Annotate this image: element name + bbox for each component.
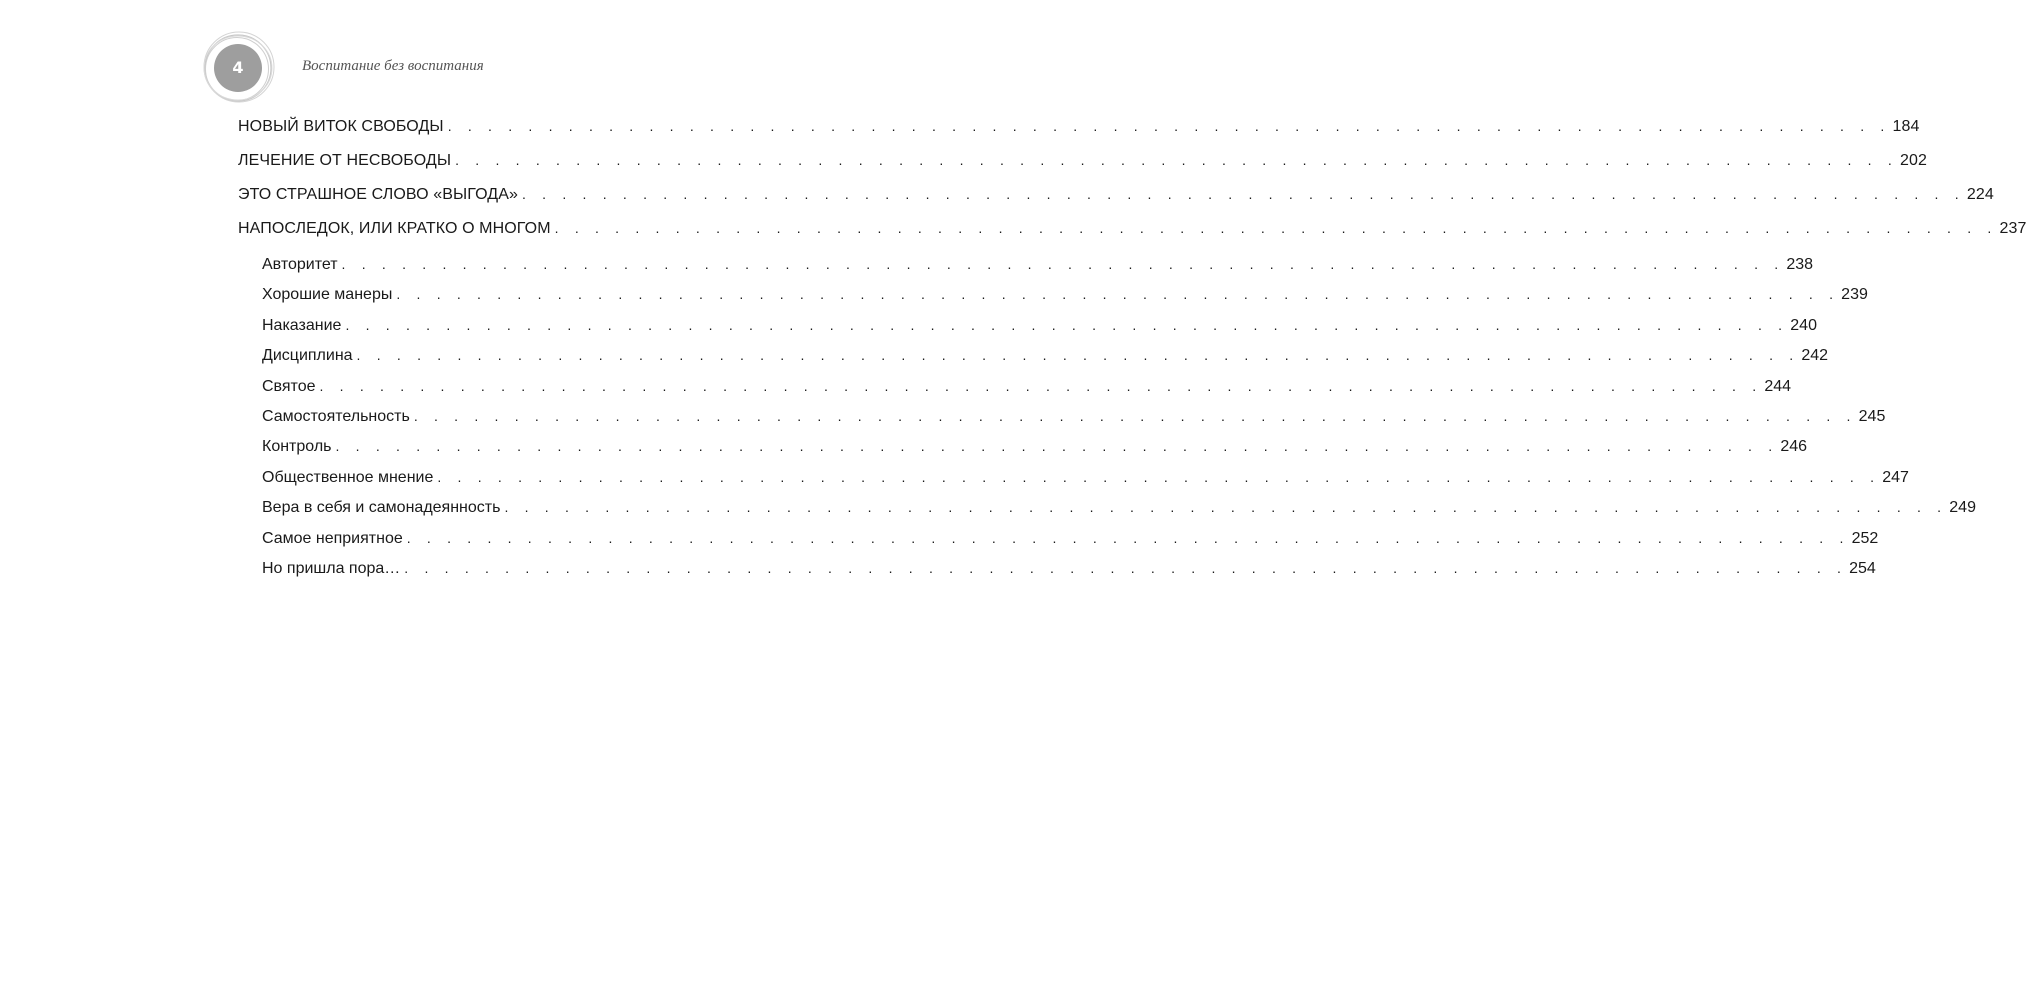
dot-leader: . . . . . . . . . . . . . . . . . . . . . . . . . . . . . . . . . . . . . . . . . . . . . . . . . . . . . . . . . . . . . . . . . . . . . . . . <box>447 118 1891 134</box>
dot-leader: . . . . . . . . . . . . . . . . . . . . . . . . . . . . . . . . . . . . . . . . . . . . . . . . . . . . . . . . . . . . . . . . . . . . . . . . <box>356 347 1800 364</box>
dot-leader: . . . . . . . . . . . . . . . . . . . . . . . . . . . . . . . . . . . . . . . . . . . . . . . . . . . . . . . . . . . . . . . . . . . . . . . . <box>345 316 1789 333</box>
dot-leader: . . . . . . . . . . . . . . . . . . . . . . . . . . . . . . . . . . . . . . . . . . . . . . . . . . . . . . . . . . . . . . . . . . . . . . . . <box>504 499 1948 516</box>
toc-subentry-page: 246 <box>1780 438 1808 456</box>
toc-subentry-title: Святое <box>262 377 316 395</box>
dot-leader: . . . . . . . . . . . . . . . . . . . . . . . . . . . . . . . . . . . . . . . . . . . . . . . . . . . . . . . . . . . . . . . . . . . . . . . . <box>455 152 1898 168</box>
dot-leader: . . . . . . . . . . . . . . . . . . . . . . . . . . . . . . . . . . . . . . . . . . . . . . . . . . . . . . . . . . . . . . . . . . . . . . . . <box>437 468 1881 485</box>
page-number-badge <box>198 28 278 108</box>
toc-subentry <box>238 316 1817 347</box>
toc-subentry-title: Общественное мнение <box>262 468 434 486</box>
toc-subentry <box>238 529 1879 560</box>
toc-entry-title: НАПОСЛЕДОК, ИЛИ КРАТКО О МНОГОМ <box>238 220 551 237</box>
toc-subentry-page: 249 <box>1949 499 1976 517</box>
toc-subentry-title: Наказание <box>262 316 342 334</box>
toc-subentry-page: 245 <box>1858 407 1886 425</box>
dot-leader: . . . . . . . . . . . . . . . . . . . . . . . . . . . . . . . . . . . . . . . . . . . . . . . . . . . . . . . . . . . . . . . . . . . . . . . . <box>396 286 1840 303</box>
toc-subentry-page: 239 <box>1841 286 1868 304</box>
toc-subentry-title: Самое неприятное <box>262 529 403 547</box>
toc-entry-page: 237 <box>1999 220 2026 237</box>
toc-entry-page: 184 <box>1892 118 1920 135</box>
toc-subentry <box>238 347 1829 377</box>
dot-leader: . . . . . . . . . . . . . . . . . . . . . . . . . . . . . . . . . . . . . . . . . . . . . . . . . . . . . . . . . . . . . . . . . . . . . . . . <box>404 559 1848 576</box>
toc-subentry-page: 244 <box>1764 377 1792 395</box>
dot-leader: . . . . . . . . . . . . . . . . . . . . . . . . . . . . . . . . . . . . . . . . . . . . . . . . . . . . . . . . . . . . . . . . . . . . . . . . <box>406 529 1850 546</box>
toc-subentry <box>238 286 1868 316</box>
dot-leader: . . . . . . . . . . . . . . . . . . . . . . . . . . . . . . . . . . . . . . . . . . . . . . . . . . . . . . . . . . . . . . . . . . . . . . . . <box>341 256 1785 272</box>
toc-subentry-title: Хорошие манеры <box>262 286 393 304</box>
toc-subentry <box>238 559 1876 590</box>
toc-entry-title: ЛЕЧЕНИЕ ОТ НЕСВОБОДЫ <box>238 152 452 169</box>
toc-subentry-title: Самостоятельность <box>262 407 410 425</box>
toc-subentry-page: 238 <box>1786 256 1814 273</box>
dot-leader: . . . . . . . . . . . . . . . . . . . . . . . . . . . . . . . . . . . . . . . . . . . . . . . . . . . . . . . . . . . . . . . . . . . . . . . . <box>335 438 1779 455</box>
toc-subentry-title: Дисциплина <box>262 347 353 365</box>
toc-entry-title: ЭТО СТРАШНОЕ СЛОВО «ВЫГОДА» <box>238 186 518 203</box>
toc-subentry-page: 247 <box>1882 468 1909 486</box>
toc-subentry <box>238 499 1976 529</box>
running-title: Воспитание без воспитания <box>302 58 484 74</box>
toc-entry <box>238 186 1994 220</box>
toc-subentry <box>238 377 1792 408</box>
dot-leader: . . . . . . . . . . . . . . . . . . . . . . . . . . . . . . . . . . . . . . . . . . . . . . . . . . . . . . . . . . . . . . . . . . . . . . . . <box>522 186 1965 202</box>
toc-entry-title: НОВЫЙ ВИТОК СВОБОДЫ <box>238 118 444 135</box>
toc-entry <box>238 118 1920 152</box>
toc-entry-page: 224 <box>1966 186 1994 203</box>
dot-leader: . . . . . . . . . . . . . . . . . . . . . . . . . . . . . . . . . . . . . . . . . . . . . . . . . . . . . . . . . . . . . . . . . . . . . . . . <box>413 407 1857 424</box>
toc-subentry-title: Контроль <box>262 438 332 456</box>
toc-subentry-page: 240 <box>1790 316 1817 334</box>
toc-subentry-title: Авторитет <box>262 256 338 273</box>
toc-entry <box>238 220 2026 254</box>
toc-subentry-page: 242 <box>1801 347 1829 365</box>
toc-entry-page: 202 <box>1899 152 1927 169</box>
toc-subentry-title: Вера в себя и самонадеянность <box>262 499 501 517</box>
toc-subentry <box>238 407 1886 438</box>
toc-subentry <box>238 438 1808 468</box>
toc-subentry-page: 254 <box>1849 559 1876 577</box>
toc-subentry-title: Но пришла пора… <box>262 559 401 577</box>
toc-subentry <box>238 256 1814 286</box>
toc-subentry-page: 252 <box>1851 529 1879 547</box>
toc-entry <box>238 152 1927 186</box>
dot-leader: . . . . . . . . . . . . . . . . . . . . . . . . . . . . . . . . . . . . . . . . . . . . . . . . . . . . . . . . . . . . . . . . . . . . . . . . <box>554 220 1998 236</box>
table-of-contents <box>238 118 2026 590</box>
toc-subentry <box>238 468 1909 499</box>
page-header <box>198 28 758 108</box>
dot-leader: . . . . . . . . . . . . . . . . . . . . . . . . . . . . . . . . . . . . . . . . . . . . . . . . . . . . . . . . . . . . . . . . . . . . . . . . <box>319 377 1763 394</box>
page-number: 4 <box>232 58 244 77</box>
